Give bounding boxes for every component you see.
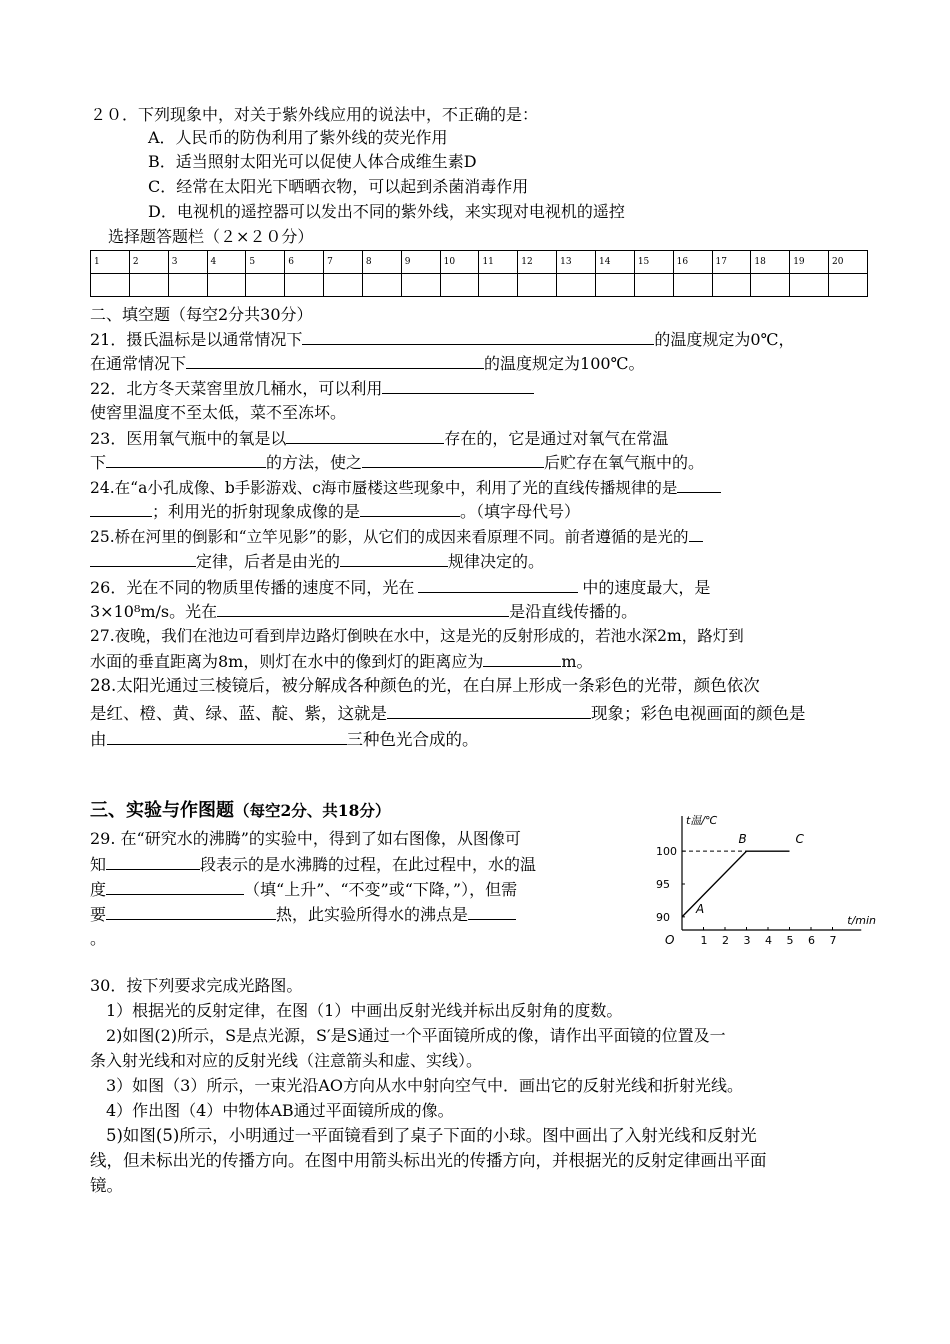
answer-number: 9 <box>401 251 440 274</box>
answer-number: 14 <box>595 251 634 274</box>
y-tick-label: 90 <box>656 910 670 924</box>
section3-title-line <box>90 800 390 822</box>
answer-number: 8 <box>362 251 401 274</box>
q30-item-5c: 镜。 <box>90 1176 123 1195</box>
answer-number: 20 <box>829 251 868 274</box>
q21-line2: 在通常情况下 的温度规定为100℃。 <box>90 354 645 373</box>
q25-line2: 定律，后者是由光的 规律决定的。 <box>90 550 544 573</box>
q23-line1: 23．医用氧气瓶中的氧是以 存在的，它是通过对氧气在常温 <box>90 429 669 448</box>
answer-cell[interactable] <box>518 274 557 297</box>
answer-cell[interactable] <box>829 274 868 297</box>
q23-line2: 下 的方法，使之 后贮存在氧气瓶中的。 <box>90 453 705 472</box>
answer-cell[interactable] <box>91 274 130 297</box>
answer-number: 7 <box>324 251 363 274</box>
boiling-chart <box>652 812 886 950</box>
q26-line2: 3×10⁸m/s。光在 是沿直线传播的。 <box>90 602 638 621</box>
answer-cell[interactable] <box>751 274 790 297</box>
q24-blank-1a[interactable] <box>677 476 721 493</box>
answer-number: 12 <box>518 251 557 274</box>
answer-number: 16 <box>673 251 712 274</box>
answer-cell[interactable] <box>207 274 246 297</box>
q24-blank-1b[interactable] <box>90 500 152 517</box>
q25-blank-1a[interactable] <box>689 525 703 542</box>
q28-blank-2[interactable] <box>107 728 347 745</box>
x-tick-label: 7 <box>829 934 837 947</box>
q20-option-b: B．适当照射太阳光可以促使人体合成维生素D <box>148 152 477 171</box>
q30-item-5b: 线，但未标出光的传播方向。在图中用箭头标出光的传播方向，并根据光的反射定律画出平面 <box>90 1151 767 1170</box>
q26-blank-2[interactable] <box>217 600 509 617</box>
y-tick-label: 95 <box>656 878 670 891</box>
q23-blank-2[interactable] <box>106 451 266 468</box>
answer-number: 18 <box>751 251 790 274</box>
q26-blank-1[interactable] <box>418 576 578 593</box>
q24-line1: 24.在“a小孔成像、b手影游戏、c海市蜃楼这些现象中，利用了光的直线传播规律的是 <box>90 476 721 499</box>
q23-blank-1[interactable] <box>286 427 444 444</box>
answer-cell[interactable] <box>285 274 324 297</box>
q30-item-1: 1）根据光的反射定律，在图（1）中画出反射光线并标出反射角的度数。 <box>106 1001 623 1020</box>
q24-line2: ；利用光的折射现象成像的是 。（填字母代号） <box>90 500 580 523</box>
q30-title: 30．按下列要求完成光路图。 <box>90 976 303 995</box>
point-label-B: B <box>738 832 747 847</box>
answer-bar-title: 选择题答题栏（２×２０分） <box>108 227 314 246</box>
x-tick-label: 2 <box>722 934 729 947</box>
q29-line4: 要 热，此实验所得水的沸点是 <box>90 903 516 926</box>
q25-blank-1b[interactable] <box>90 550 196 567</box>
q28-line3: 由 三种色光合成的。 <box>90 730 479 749</box>
answer-table-input-row <box>91 274 868 297</box>
answer-number: 5 <box>246 251 285 274</box>
answer-number: 3 <box>168 251 207 274</box>
q30-item-2b: 条入射光线和对应的反射光线（注意箭头和虚、实线）。 <box>90 1051 483 1070</box>
section3-title-note: （每空2分、共18分） <box>234 801 391 820</box>
q21-blank-2[interactable] <box>186 352 484 369</box>
x-tick-label: 6 <box>808 934 815 947</box>
answer-number: 2 <box>129 251 168 274</box>
x-tick-label: 5 <box>786 934 794 947</box>
answer-number: 4 <box>207 251 246 274</box>
q20-option-a: A．人民币的防伪利用了紫外线的荧光作用 <box>148 128 448 147</box>
answer-cell[interactable] <box>634 274 673 297</box>
q30-item-5a: 5)如图(5)所示，小明通过一平面镜看到了桌子下面的小球。图中画出了入射光线和反射光 <box>106 1126 757 1145</box>
point-label-C: C <box>795 832 804 847</box>
answer-cell[interactable] <box>673 274 712 297</box>
answer-number: 1 <box>91 251 130 274</box>
answer-cell[interactable] <box>401 274 440 297</box>
answer-cell[interactable] <box>440 274 479 297</box>
q21-line1: 21．摄氏温标是以通常情况下 的温度规定为0℃， <box>90 330 795 349</box>
q26-line1: 26．光在不同的物质里传播的速度不同，光在 中的速度最大，是 <box>90 578 711 597</box>
answer-cell[interactable] <box>712 274 751 297</box>
q29-line2: 知 段表示的是水沸腾的过程，在此过程中，水的温 <box>90 855 537 874</box>
x-tick-label: 1 <box>700 934 708 947</box>
q20-stem: ２０．下列现象中，对关于紫外线应用的说法中，不正确的是： <box>90 105 539 124</box>
q22-blank[interactable] <box>382 377 534 394</box>
answer-table <box>90 250 868 297</box>
q28-line1: 28.太阳光通过三棱镜后，被分解成各种颜色的光，在白屏上形成一条彩色的光带，颜色依次 <box>90 676 760 695</box>
answer-cell[interactable] <box>246 274 285 297</box>
q25-line1: 25.桥在河里的倒影和“立竿见影”的影，从它们的成因来看原理不同。前者遵循的是光的 <box>90 525 703 548</box>
answer-number: 6 <box>285 251 324 274</box>
q27-line2: 水面的垂直距离为8m，则灯在水中的像到灯的距离应为 m。 <box>90 652 593 671</box>
q21-blank-1[interactable] <box>302 328 654 345</box>
q29-blank-2[interactable] <box>106 878 244 895</box>
answer-cell[interactable] <box>595 274 634 297</box>
x-axis-label: t/min <box>847 914 877 927</box>
y-axis-label: t温/℃ <box>686 814 718 827</box>
q30-item-4: 4）作出图（4）中物体AB通过平面镜所成的像。 <box>106 1101 454 1120</box>
q29-line3: 度 （填“上升”、“不变”或“下降，”），但需 <box>90 880 518 899</box>
section2-title: 二、填空题（每空2分共30分） <box>90 305 313 324</box>
q30-item-2a: 2)如图(2)所示，S是点光源，S′是S通过一个平面镜所成的像，请作出平面镜的位置及一 <box>106 1026 726 1045</box>
origin-label: O <box>665 933 675 947</box>
q29-line5: 。 <box>90 929 107 948</box>
q29-blank-1[interactable] <box>106 853 200 870</box>
q28-blank-1[interactable] <box>387 702 591 719</box>
q27-blank[interactable] <box>483 650 561 667</box>
x-tick-label: 4 <box>765 934 772 947</box>
point-label-A: A <box>696 901 705 916</box>
q29-blank-4[interactable] <box>468 903 516 920</box>
answer-table-header <box>91 251 868 274</box>
answer-number: 15 <box>634 251 673 274</box>
answer-cell[interactable] <box>790 274 829 297</box>
q22-line2: 使窖里温度不至太低，菜不至冻坏。 <box>90 403 347 422</box>
answer-number: 11 <box>479 251 518 274</box>
q27-line1: 27.夜晚，我们在池边可看到岸边路灯倒映在水中，这是光的反射形成的，若池水深2m，路灯到 <box>90 627 744 645</box>
q29-blank-3[interactable] <box>106 903 276 920</box>
q20-option-d: D．电视机的遥控器可以发出不同的紫外线，来实现对电视机的遥控 <box>148 202 625 221</box>
q29-line1: 29. 在“研究水的沸腾”的实验中，得到了如右图像，从图像可 <box>90 829 521 848</box>
q22-line1: 22．北方冬天菜窖里放几桶水，可以利用 <box>90 377 534 400</box>
q30-item-3: 3）如图（3）所示，一束光沿AO方向从水中射向空气中．画出它的反射光线和折射光线。 <box>106 1076 744 1095</box>
q25-blank-2[interactable] <box>340 550 448 567</box>
q20-option-c: C．经常在太阳光下晒晒衣物，可以起到杀菌消毒作用 <box>148 177 529 196</box>
answer-cell[interactable] <box>168 274 207 297</box>
x-tick-label: 3 <box>743 934 751 947</box>
section3-title: 三、实验与作图题 <box>90 800 234 821</box>
answer-number: 17 <box>712 251 751 274</box>
answer-number: 10 <box>440 251 479 274</box>
q24-blank-2[interactable] <box>360 500 460 517</box>
y-tick-label: 100 <box>656 845 677 859</box>
answer-cell[interactable] <box>362 274 401 297</box>
answer-cell[interactable] <box>129 274 168 297</box>
answer-cell[interactable] <box>324 274 363 297</box>
answer-number: 19 <box>790 251 829 274</box>
answer-cell[interactable] <box>479 274 518 297</box>
answer-cell[interactable] <box>557 274 596 297</box>
answer-number: 13 <box>557 251 596 274</box>
q28-line2: 是红、橙、黄、绿、蓝、靛、紫，这就是 现象；彩色电视画面的颜色是 <box>90 704 806 723</box>
q23-blank-3[interactable] <box>362 451 544 468</box>
